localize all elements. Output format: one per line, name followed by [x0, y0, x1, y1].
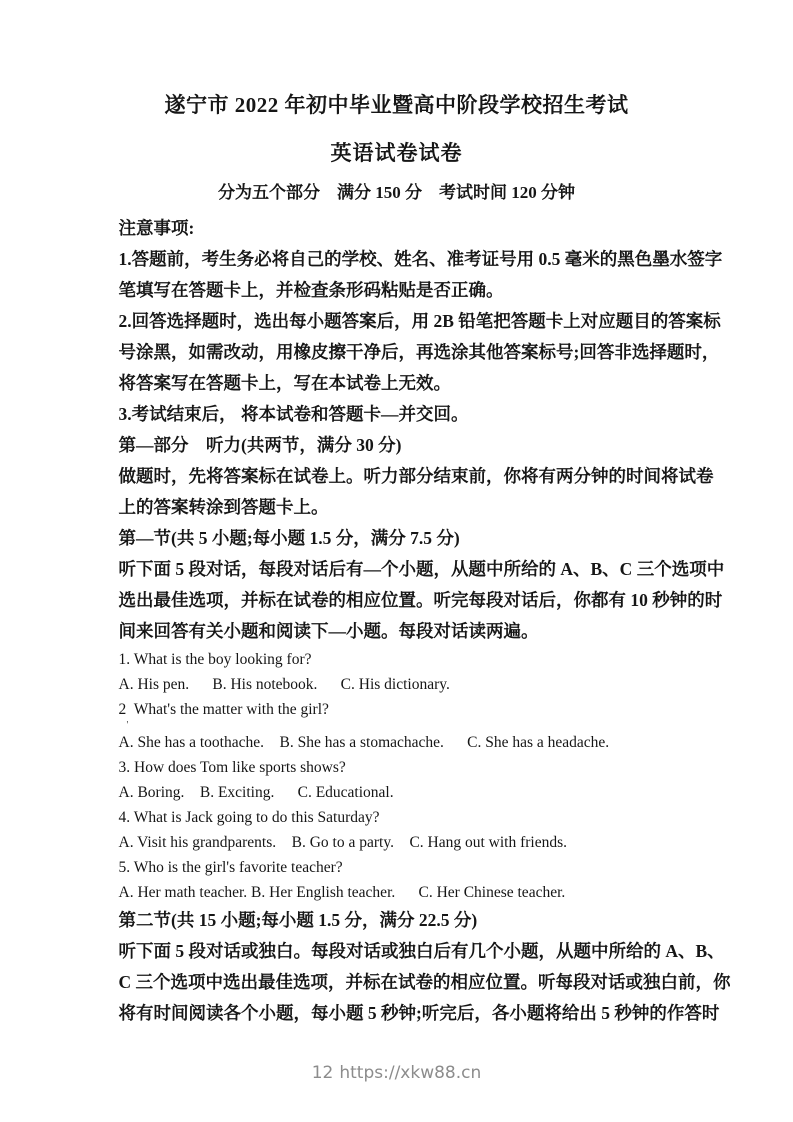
page-footer: [0, 1062, 793, 1084]
exam-body: [118, 213, 731, 1029]
notice-line: 号涂黑，如需改动，用橡皮擦干净后，再选涂其他答案标号;回答非选择题时，: [118, 342, 720, 362]
question-5-text: 5. Who is the girl's favorite teacher?: [118, 859, 343, 876]
part1-heading: 第—部分 听力(共两节，满分 30 分): [118, 435, 402, 455]
question-3-options: A. Boring. B. Exciting. C. Educational.: [118, 784, 394, 801]
stray-mark: ': [126, 720, 129, 731]
section2-heading: 第二节(共 15 小题;每小题 1.5 分，满分 22.5 分): [118, 910, 478, 930]
section1-instruction-line: 间来回答有关小题和阅读下—小题。每段对话读两遍。: [118, 621, 539, 641]
notice-line: 3.考试结束后， 将本试卷和答题卡—并交回。: [118, 404, 469, 424]
question-1-text: 1. What is the boy looking for?: [118, 651, 312, 668]
question-2-options: A. She has a toothache. B. She has a stomachache. C. She has a headache.: [118, 734, 610, 751]
question-4-options: A. Visit his grandparents. B. Go to a party. C. Hang out with friends.: [118, 834, 568, 851]
page-number: 12: [311, 1063, 334, 1083]
part1-intro-line: 做题时，先将答案标在试卷上。听力部分结束前，你将有两分钟的时间将试卷: [118, 466, 714, 486]
exam-title: 遂宁市 2022 年初中毕业暨高中阶段学校招生考试: [164, 93, 629, 117]
section2-instruction-line: 将有时间阅读各个小题，每小题 5 秒钟;听完后，各小题将给出 5 秒钟的作答时: [118, 1003, 720, 1023]
section1-instruction-line: 听下面 5 段对话，每段对话后有—个小题，从题中所给的 A、B、C 三个选项中: [118, 559, 725, 579]
notice-line: 1.答题前，考生务必将自己的学校、姓名、准考证号用 0.5 毫米的黑色墨水签字: [118, 249, 723, 269]
notice-line: 2.回答选择题时，选出每小题答案后，用 2B 铅笔把答题卡上对应题目的答案标: [118, 311, 721, 331]
notice-line: 将答案写在答题卡上，写在本试卷上无效。: [118, 373, 451, 393]
section1-instruction-line: 选出最佳选项，并标在试卷的相应位置。听完每段对话后，你都有 10 秒钟的时: [118, 590, 723, 610]
exam-subject-title: 英语试卷试卷: [330, 141, 463, 165]
question-4-text: 4. What is Jack going to do this Saturday?: [118, 809, 380, 826]
question-3-text: 3. How does Tom like sports shows?: [118, 759, 346, 776]
question-1-options: A. His pen. B. His notebook. C. His dictionary.: [118, 676, 450, 693]
part1-intro-line: 上的答案转涂到答题卡上。: [118, 497, 329, 517]
section2-instruction-line: C 三个选项中选出最佳选项，并标在试卷的相应位置。听每段对话或独白前，你: [118, 972, 731, 992]
section2-instruction-line: 听下面 5 段对话或独白。每段对话或独白后有几个小题，从题中所给的 A、B、: [118, 941, 725, 961]
exam-header: [0, 0, 793, 204]
question-2-text: 2 What's the matter with the girl?: [118, 701, 329, 718]
exam-meta-line: 分为五个部分 满分 150 分 考试时间 120 分钟: [218, 183, 575, 202]
notice-line: 笔填写在答题卡上，并检查条形码粘贴是否正确。: [118, 280, 504, 300]
section1-heading: 第—节(共 5 小题;每小题 1.5 分，满分 7.5 分): [118, 528, 460, 548]
notice-heading: 注意事项:: [118, 218, 195, 238]
footer-url: https://xkw88.cn: [339, 1063, 482, 1083]
question-5-options: A. Her math teacher. B. Her English teacher. C. Her Chinese teacher.: [118, 884, 566, 901]
